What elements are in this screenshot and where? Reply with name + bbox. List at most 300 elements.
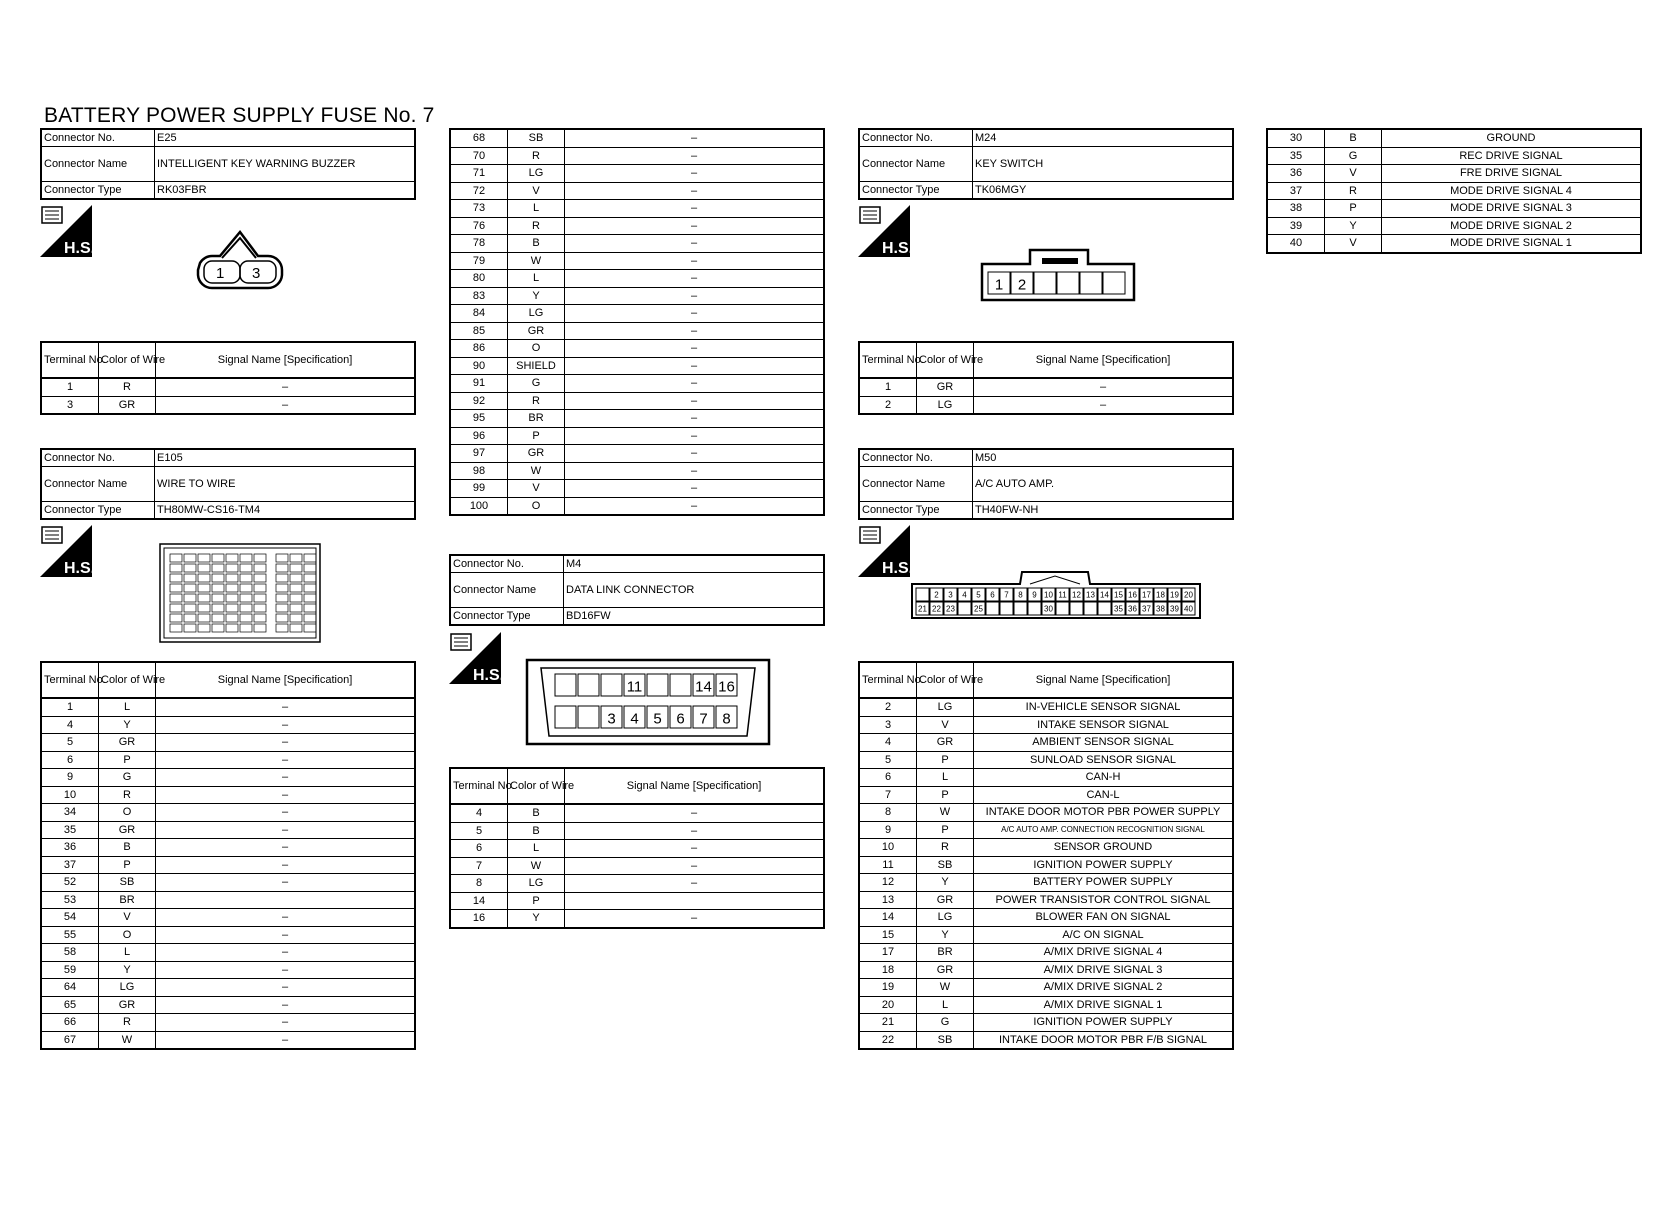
pin-label: 4: [630, 710, 639, 728]
wire-color-cell: Y: [508, 910, 565, 928]
table-row: [450, 305, 824, 323]
signal-name-cell: –: [565, 822, 825, 840]
connector-m4-terminals: [449, 767, 825, 929]
table-row: [859, 996, 1233, 1014]
pin-label: 36: [1128, 604, 1137, 614]
table-row: [859, 926, 1233, 944]
signal-name-cell: –: [156, 944, 416, 962]
pin-label: 12: [1072, 590, 1081, 600]
pin-label: 1: [216, 265, 225, 282]
wire-color-cell: V: [99, 909, 156, 927]
connector-e25: [40, 128, 416, 200]
wire-color-cell: P: [917, 821, 974, 839]
connector-name-value: A/C AUTO AMP.: [973, 467, 1234, 502]
connector-type-value: TH40FW-NH: [973, 502, 1234, 520]
color-header: Color of Wire: [917, 662, 974, 698]
color-header: Color of Wire: [99, 662, 156, 698]
terminal-no-cell: 16: [450, 910, 508, 928]
pin-cavity: [226, 624, 238, 632]
terminal-no-cell: 97: [450, 445, 508, 463]
terminal-no-cell: 6: [859, 769, 917, 787]
connector-type-label: Connector Type: [450, 608, 564, 626]
pin-cavity: [304, 614, 316, 622]
terminal-no-cell: 3: [859, 716, 917, 734]
signal-name-cell: –: [156, 396, 416, 414]
connector-no-value: E105: [155, 449, 416, 467]
pin-cavity: [254, 614, 266, 622]
signal-name-cell: –: [156, 839, 416, 857]
pin-cavity: [290, 604, 302, 612]
pin-cavity: [226, 574, 238, 582]
signal-name-cell: CAN-H: [974, 769, 1234, 787]
pin-cavity: [986, 602, 999, 615]
pin-cavity: [226, 584, 238, 592]
pin-cavity: [198, 574, 210, 582]
signal-name-cell: –: [565, 200, 825, 218]
signal-name-cell: –: [565, 270, 825, 288]
signal-name-cell: –: [565, 427, 825, 445]
pin-cavity: [276, 574, 288, 582]
pin-cavity: [184, 604, 196, 612]
terminal-no-cell: 86: [450, 340, 508, 358]
table-row: [450, 410, 824, 428]
signal-name-cell: INTAKE DOOR MOTOR PBR F/B SIGNAL: [974, 1031, 1234, 1049]
terminal-no-cell: 36: [1267, 165, 1325, 183]
pin-cavity: [240, 624, 252, 632]
table-row: [450, 129, 824, 147]
signal-name-cell: –: [565, 287, 825, 305]
signal-name-cell: –: [565, 322, 825, 340]
terminal-no-cell: 92: [450, 392, 508, 410]
wire-color-cell: Y: [99, 716, 156, 734]
pin-cavity: [304, 564, 316, 572]
connector-type-label: Connector Type: [859, 182, 973, 200]
terminal-no-cell: 9: [859, 821, 917, 839]
pin-cavity: [276, 604, 288, 612]
signal-name-cell: IN-VEHICLE SENSOR SIGNAL: [974, 698, 1234, 716]
wire-color-cell: P: [917, 751, 974, 769]
signal-name-cell: –: [565, 305, 825, 323]
pin-cavity: [1098, 602, 1111, 615]
pin-cavity: [240, 564, 252, 572]
signal-name-cell: [565, 892, 825, 910]
table-row: [41, 716, 415, 734]
pin-cavity: [212, 594, 224, 602]
pin-cavity: [1084, 602, 1097, 615]
connector-m4-info: [449, 554, 825, 626]
wire-color-cell: R: [99, 786, 156, 804]
signal-name-cell: A/MIX DRIVE SIGNAL 3: [974, 961, 1234, 979]
pin-label: 35: [1114, 604, 1123, 614]
hs-label: H.S.: [882, 560, 914, 577]
signal-name-cell: –: [156, 1031, 416, 1049]
terminal-no-cell: 71: [450, 165, 508, 183]
signal-name-cell: CAN-L: [974, 786, 1234, 804]
table-row: [450, 804, 824, 822]
pin-label: 7: [1004, 590, 1009, 600]
table-row: [450, 480, 824, 498]
pin-label: 11: [1058, 590, 1067, 600]
terminal-no-cell: 4: [859, 734, 917, 752]
pin-cavity: [240, 604, 252, 612]
pin-cavity: [184, 574, 196, 582]
table-row: [450, 200, 824, 218]
pin-cavity: [254, 624, 266, 632]
pin-cavity: [170, 604, 182, 612]
wire-color-cell: LG: [508, 165, 565, 183]
wire-color-cell: L: [917, 996, 974, 1014]
pin-cavity: [578, 706, 599, 728]
connector-m50-terminals: [858, 661, 1234, 1050]
wire-color-cell: Y: [917, 926, 974, 944]
connector-no-label: Connector No.: [450, 555, 564, 573]
terminal-no-cell: 17: [859, 944, 917, 962]
connector-name-value: KEY SWITCH: [973, 147, 1234, 182]
pin-cavity: [290, 574, 302, 582]
connector-m50-info: [858, 448, 1234, 520]
table-row: [41, 856, 415, 874]
signal-name-cell: SUNLOAD SENSOR SIGNAL: [974, 751, 1234, 769]
signal-name-cell: BATTERY POWER SUPPLY: [974, 874, 1234, 892]
terminal-no-cell: 39: [1267, 217, 1325, 235]
signal-name-cell: –: [156, 734, 416, 752]
table-row: [450, 822, 824, 840]
pin-cavity: [555, 674, 576, 696]
signal-name-cell: IGNITION POWER SUPPLY: [974, 1014, 1234, 1032]
signal-name-cell: –: [565, 857, 825, 875]
signal-name-cell: –: [565, 235, 825, 253]
pin-label: 10: [1044, 590, 1053, 600]
wire-color-cell: BR: [99, 891, 156, 909]
pin-cavity: [240, 584, 252, 592]
table-row: [859, 856, 1233, 874]
terminal-no-cell: 14: [450, 892, 508, 910]
harness-side-icon: [449, 632, 505, 684]
signal-name-cell: –: [565, 462, 825, 480]
pin-cavity: [958, 602, 971, 615]
connector-name-label: Connector Name: [859, 147, 973, 182]
pin-label: 40: [1184, 604, 1193, 614]
pin-label: 4: [962, 590, 967, 600]
color-header: Color of Wire: [508, 768, 565, 804]
connector-type-value: BD16FW: [564, 608, 825, 626]
terminal-no-cell: 54: [41, 909, 99, 927]
signal-name-cell: –: [565, 392, 825, 410]
pin-cavity: [290, 614, 302, 622]
table-row: [450, 252, 824, 270]
terminal-no-cell: 7: [450, 857, 508, 875]
table-row: [450, 235, 824, 253]
table-row: [450, 165, 824, 183]
pin-label: 15: [1114, 590, 1123, 600]
table-row: [859, 751, 1233, 769]
pin-cavity: [290, 594, 302, 602]
terminal-no-cell: 35: [1267, 147, 1325, 165]
wire-color-cell: G: [99, 769, 156, 787]
terminal-no-cell: 11: [859, 856, 917, 874]
signal-name-cell: –: [974, 396, 1234, 414]
signal-name-cell: –: [156, 856, 416, 874]
signal-name-cell: –: [565, 804, 825, 822]
pin-cavity: [1056, 602, 1069, 615]
table-row: [450, 270, 824, 288]
pin-cavity: [254, 584, 266, 592]
pin-cavity: [304, 584, 316, 592]
wire-color-cell: LG: [917, 909, 974, 927]
signal-name-cell: –: [565, 129, 825, 147]
pin-cavity: [276, 584, 288, 592]
signal-name-cell: –: [974, 378, 1234, 396]
wire-color-cell: V: [508, 182, 565, 200]
terminal-no-cell: 1: [859, 378, 917, 396]
pin-cavity: [290, 564, 302, 572]
pin-cavity: [184, 624, 196, 632]
signal-name-cell: –: [156, 926, 416, 944]
wire-color-cell: GR: [99, 396, 156, 414]
pin-label: 8: [1018, 590, 1023, 600]
terminal-no-header: Terminal No.: [41, 662, 99, 698]
terminal-no-cell: 20: [859, 996, 917, 1014]
pin-cavity: [276, 614, 288, 622]
terminal-no-cell: 85: [450, 322, 508, 340]
table-row: [859, 979, 1233, 997]
wire-color-cell: LG: [99, 979, 156, 997]
table-row: [859, 891, 1233, 909]
signal-name-cell: GROUND: [1382, 129, 1642, 147]
pin-cavity: [304, 604, 316, 612]
pin-label: 17: [1142, 590, 1151, 600]
pin-cavity: [1028, 602, 1041, 615]
pin-cavity: [198, 614, 210, 622]
signal-name-cell: –: [156, 378, 416, 396]
wire-color-cell: BR: [917, 944, 974, 962]
signal-name-cell: –: [565, 375, 825, 393]
signal-name-cell: AMBIENT SENSOR SIGNAL: [974, 734, 1234, 752]
connector-m24-info: [858, 128, 1234, 200]
table-row: [859, 716, 1233, 734]
pin-cavity: [240, 554, 252, 562]
table-row: [41, 734, 415, 752]
terminal-no-cell: 67: [41, 1031, 99, 1049]
wire-color-cell: W: [508, 857, 565, 875]
pin-label: 16: [718, 678, 735, 696]
signal-name-cell: IGNITION POWER SUPPLY: [974, 856, 1234, 874]
connector-e105-info: [40, 448, 416, 520]
pin-label: 1: [994, 276, 1004, 294]
wire-color-cell: V: [1325, 235, 1382, 253]
wire-color-cell: W: [917, 804, 974, 822]
pin-cavity: [1070, 602, 1083, 615]
signal-header: Signal Name [Specification]: [974, 662, 1234, 698]
terminal-no-cell: 2: [859, 698, 917, 716]
signal-name-cell: A/MIX DRIVE SIGNAL 2: [974, 979, 1234, 997]
pin-cavity: [170, 594, 182, 602]
signal-name-cell: POWER TRANSISTOR CONTROL SIGNAL: [974, 891, 1234, 909]
pin-cavity: [184, 554, 196, 562]
signal-name-cell: –: [156, 786, 416, 804]
connector-e25-terminals: [40, 341, 416, 415]
pin-label: 3: [252, 265, 261, 282]
hs-label: H.S.: [64, 560, 96, 577]
signal-name-cell: –: [565, 910, 825, 928]
connector-e25-face: [190, 230, 290, 302]
signal-name-cell: –: [156, 804, 416, 822]
pin-cavity: [212, 624, 224, 632]
pin-label: 20: [1184, 590, 1193, 600]
pin-cavity: [240, 614, 252, 622]
table-row: [859, 909, 1233, 927]
pin-label: 5: [653, 710, 662, 728]
signal-header: Signal Name [Specification]: [565, 768, 825, 804]
table-row: [41, 821, 415, 839]
pin-label: 7: [699, 710, 708, 728]
pin-label: 8: [722, 710, 731, 728]
wire-color-cell: GR: [917, 734, 974, 752]
signal-name-cell: –: [156, 751, 416, 769]
table-row: [41, 926, 415, 944]
pin-cavity: [198, 594, 210, 602]
connector-name-value: WIRE TO WIRE: [155, 467, 416, 502]
wire-color-cell: W: [508, 462, 565, 480]
wire-color-cell: R: [99, 1014, 156, 1032]
table-row: [859, 396, 1233, 414]
pin-cavity: [304, 624, 316, 632]
harness-side-icon: [858, 525, 914, 577]
wire-color-cell: L: [508, 270, 565, 288]
signal-name-cell: –: [156, 996, 416, 1014]
pin-cavity: [276, 594, 288, 602]
wire-color-cell: G: [1325, 147, 1382, 165]
pin-cavity: [198, 624, 210, 632]
wire-color-cell: B: [1325, 129, 1382, 147]
terminal-no-cell: 22: [859, 1031, 917, 1049]
pin-cavity: [254, 554, 266, 562]
signal-header: Signal Name [Specification]: [156, 342, 416, 378]
pin-label: 6: [676, 710, 685, 728]
pin-cavity: [170, 554, 182, 562]
wire-color-cell: Y: [508, 287, 565, 305]
signal-header: Signal Name [Specification]: [156, 662, 416, 698]
table-row: [450, 392, 824, 410]
terminal-no-cell: 8: [859, 804, 917, 822]
pin-cavity: [226, 594, 238, 602]
connector-m24: [858, 128, 1234, 200]
signal-name-cell: MODE DRIVE SIGNAL 4: [1382, 182, 1642, 200]
pin-cavity: [240, 574, 252, 582]
table-row: [41, 786, 415, 804]
pin-cavity: [304, 594, 316, 602]
terminal-no-cell: 10: [41, 786, 99, 804]
connector-m24-face: [980, 246, 1136, 302]
terminal-no-cell: 52: [41, 874, 99, 892]
connector-m50-face: [910, 566, 1202, 620]
wire-color-cell: LG: [508, 875, 565, 893]
terminal-no-cell: 73: [450, 200, 508, 218]
wire-color-cell: LG: [917, 698, 974, 716]
signal-name-cell: –: [565, 357, 825, 375]
table-row: [450, 147, 824, 165]
wire-color-cell: GR: [508, 445, 565, 463]
pin-label: 2: [934, 590, 939, 600]
signal-name-cell: –: [565, 840, 825, 858]
table-row: [859, 1014, 1233, 1032]
connector-e105: [40, 448, 416, 520]
wire-color-cell: B: [508, 235, 565, 253]
signal-name-cell: –: [565, 182, 825, 200]
pin-label: 30: [1044, 604, 1053, 614]
signal-name-cell: –: [156, 961, 416, 979]
pin-cavity: [226, 604, 238, 612]
harness-side-icon: [40, 205, 96, 257]
table-row: [859, 378, 1233, 396]
wire-color-cell: R: [508, 217, 565, 235]
pin-cavity: [170, 614, 182, 622]
pin-cavity: [240, 594, 252, 602]
pin-label: 3: [607, 710, 616, 728]
pin-cavity: [226, 614, 238, 622]
terminal-no-cell: 1: [41, 378, 99, 396]
table-row: [450, 182, 824, 200]
terminal-no-cell: 58: [41, 944, 99, 962]
table-row: [859, 769, 1233, 787]
signal-name-cell: –: [565, 147, 825, 165]
table-row: [41, 874, 415, 892]
connector-type-label: Connector Type: [859, 502, 973, 520]
connector-type-label: Connector Type: [41, 182, 155, 200]
wire-color-cell: V: [508, 480, 565, 498]
table-row: [450, 462, 824, 480]
pin-cavity: [290, 624, 302, 632]
table-row: [41, 378, 415, 396]
wire-color-cell: W: [508, 252, 565, 270]
pin-cavity: [578, 674, 599, 696]
terminal-no-cell: 4: [41, 716, 99, 734]
wire-color-cell: O: [508, 497, 565, 515]
pin-cavity: [212, 584, 224, 592]
table-row: [41, 1014, 415, 1032]
signal-name-cell: –: [156, 769, 416, 787]
pin-label: 5: [976, 590, 981, 600]
signal-name-cell: INTAKE DOOR MOTOR PBR POWER SUPPLY: [974, 804, 1234, 822]
signal-name-cell: MODE DRIVE SIGNAL 3: [1382, 200, 1642, 218]
table-row: [41, 891, 415, 909]
pin-cavity: [170, 564, 182, 572]
pin-label: 14: [1100, 590, 1109, 600]
table-row: [859, 874, 1233, 892]
terminal-no-cell: 3: [41, 396, 99, 414]
pin-cavity: [170, 584, 182, 592]
wire-color-cell: O: [508, 340, 565, 358]
terminal-no-cell: 65: [41, 996, 99, 1014]
terminal-no-cell: 66: [41, 1014, 99, 1032]
terminal-no-cell: 84: [450, 305, 508, 323]
table-row: [41, 839, 415, 857]
pin-cavity: [198, 564, 210, 572]
pin-label: 38: [1156, 604, 1165, 614]
table-row: [450, 445, 824, 463]
terminal-no-cell: 9: [41, 769, 99, 787]
wire-color-cell: P: [99, 856, 156, 874]
table-row: [859, 1031, 1233, 1049]
terminal-no-cell: 38: [1267, 200, 1325, 218]
signal-name-cell: FRE DRIVE SIGNAL: [1382, 165, 1642, 183]
pin-cavity: [184, 614, 196, 622]
pin-label: 19: [1170, 590, 1179, 600]
connector-e25-info: [40, 128, 416, 200]
signal-name-cell: MODE DRIVE SIGNAL 2: [1382, 217, 1642, 235]
pin-cavity: [254, 594, 266, 602]
wire-color-cell: L: [917, 769, 974, 787]
